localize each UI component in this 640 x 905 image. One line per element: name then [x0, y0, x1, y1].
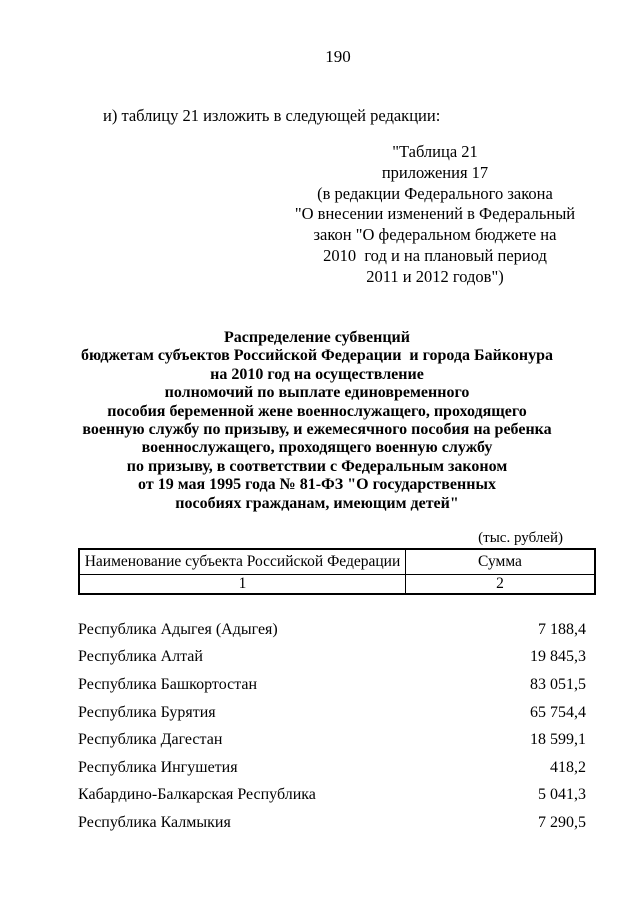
subject-name: Республика Ингушетия	[78, 758, 238, 776]
subject-amount: 418,2	[550, 758, 586, 776]
table-reference-line: приложения 17	[381, 162, 489, 182]
amendment-line: и) таблицу 21 изложить в следующей редакции:	[103, 106, 441, 125]
column-number-row	[79, 575, 595, 595]
subject-name: Республика Дагестан	[78, 731, 223, 749]
table-header-row	[79, 549, 595, 575]
title-line: бюджетам субъектов Российской Федерации и города Байконура	[81, 347, 553, 365]
column-header-subject: Наименование субъекта Российской Федерации	[79, 549, 406, 575]
table-reference-line: "О внесении изменений в Федеральный	[294, 204, 576, 224]
page-number: 190	[325, 47, 351, 66]
title-line: военнослужащего, проходящего военную службу	[141, 439, 493, 457]
subject-name: Республика Бурятия	[78, 703, 216, 721]
title-line: на 2010 год на осуществление	[210, 365, 424, 383]
subject-amount: 7 188,4	[538, 620, 586, 638]
subjects-table-header	[78, 548, 596, 595]
title-line: полномочий по выплате единовременного	[164, 384, 470, 402]
title-line: от 19 мая 1995 года № 81-ФЗ "О государственных	[138, 476, 496, 494]
subject-name: Республика Алтай	[78, 648, 203, 666]
title-line: Распределение субвенций	[224, 329, 410, 346]
table-reference-line: закон "О федеральном бюджете на	[313, 225, 557, 245]
title-line: по призыву, в соответствии с Федеральным законом	[126, 457, 508, 475]
thousands-rubles-note: (тыс. рублей)	[478, 530, 563, 546]
table-row	[78, 782, 586, 810]
table-row	[78, 754, 586, 782]
table-row	[78, 616, 586, 644]
subject-amount: 7 290,5	[538, 813, 586, 831]
table-reference-line: 2011 и 2012 годов")	[366, 266, 504, 286]
column-header-sum: Сумма	[406, 549, 596, 575]
column-number-1: 1	[79, 575, 406, 595]
subject-amount: 18 599,1	[530, 731, 586, 749]
subject-name: Республика Калмыкия	[78, 813, 231, 831]
subject-amount: 19 845,3	[530, 648, 586, 666]
table-reference-line: (в редакции Федерального закона	[317, 183, 553, 203]
table-row	[78, 809, 586, 837]
subject-amount: 83 051,5	[530, 675, 586, 693]
subject-amount: 5 041,3	[538, 786, 586, 804]
subject-name: Республика Адыгея (Адыгея)	[78, 620, 278, 638]
table-reference-line: 2010 год и на плановый период	[323, 245, 547, 265]
table-rows	[78, 616, 586, 837]
table-row	[78, 671, 586, 699]
column-number-2: 2	[406, 575, 596, 595]
table-row	[78, 644, 586, 672]
title-line: военную службу по призыву, и ежемесячного пособия на ребенка	[82, 421, 552, 439]
subject-name: Республика Башкортостан	[78, 675, 258, 693]
title-line: пособия беременной жене военнослужащего, проходящего	[107, 402, 527, 420]
table-row	[78, 726, 586, 754]
subject-name: Кабардино-Балкарская Республика	[78, 786, 316, 804]
table-reference-line: "Таблица 21	[392, 142, 478, 161]
subject-amount: 65 754,4	[530, 703, 586, 721]
table-row	[78, 699, 586, 727]
title-line: пособиях гражданам, имеющим детей"	[175, 494, 459, 512]
table-reference-block	[260, 142, 610, 288]
document-title	[17, 329, 617, 513]
